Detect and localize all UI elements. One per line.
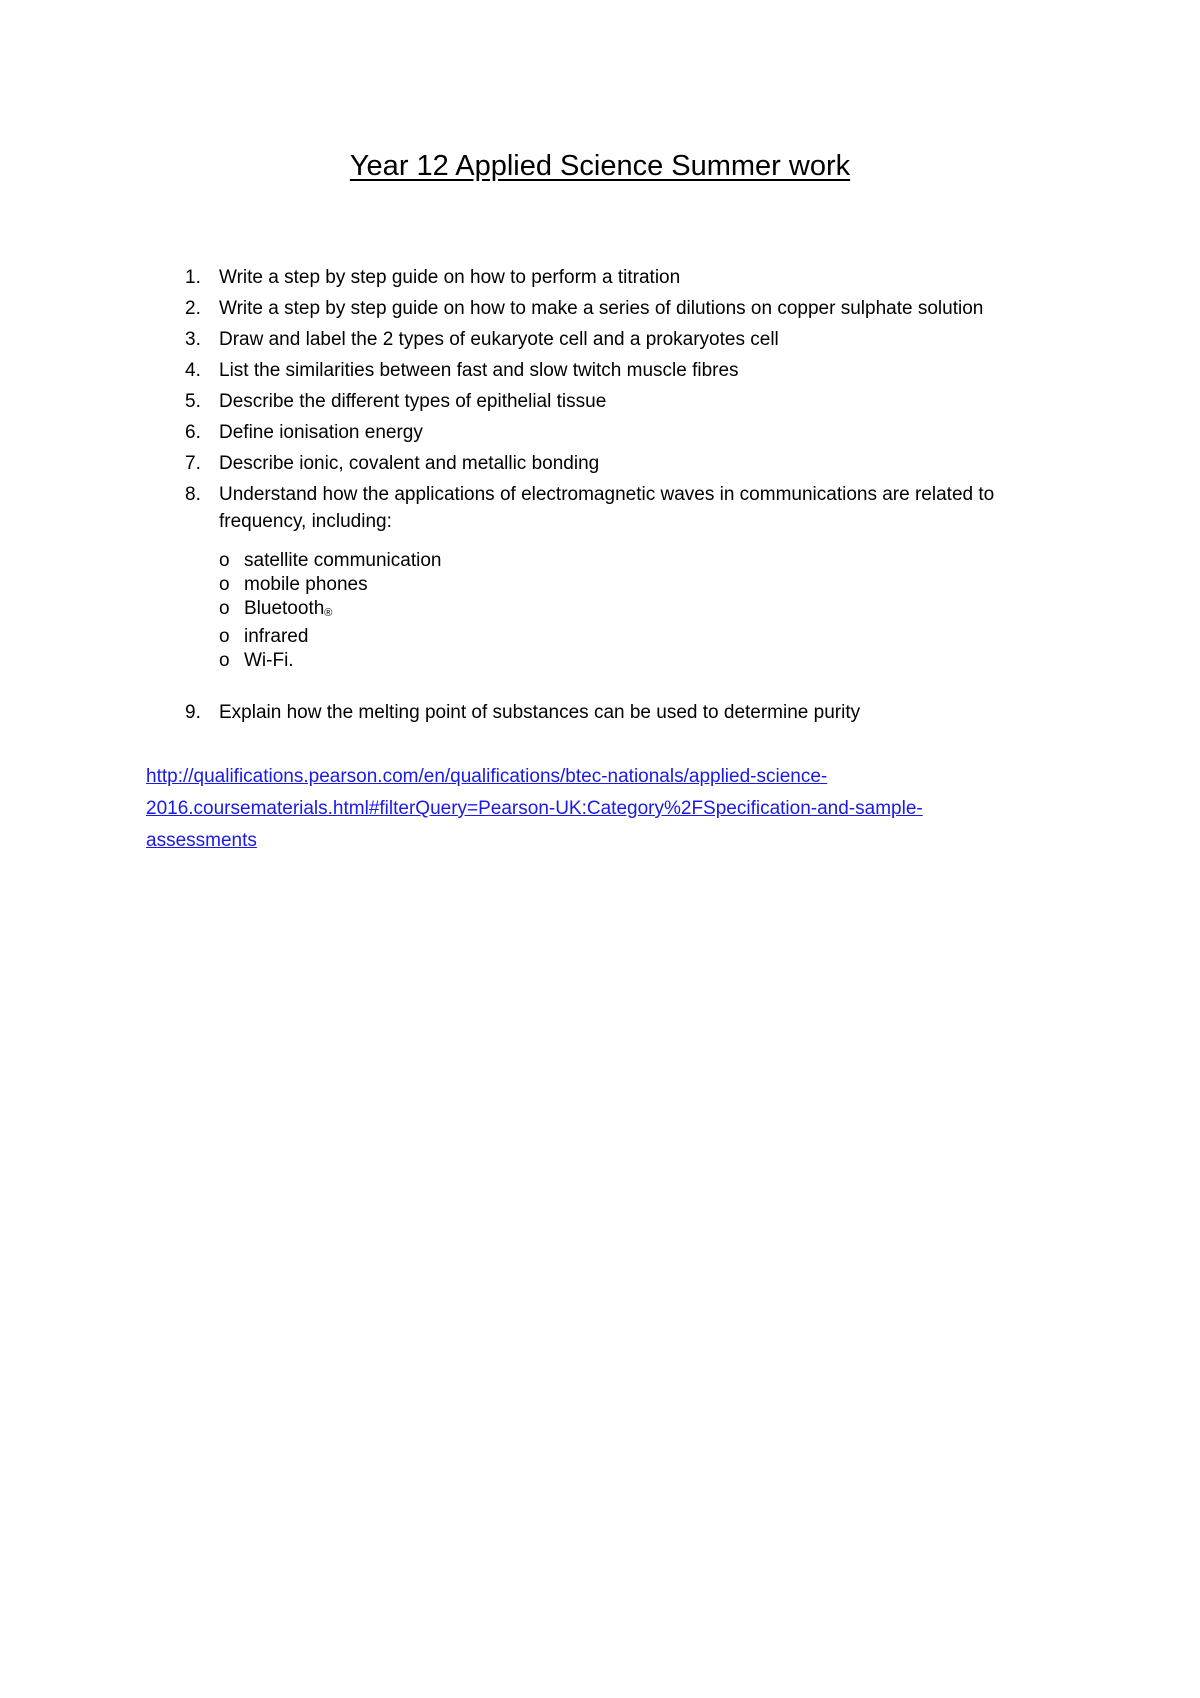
task-list bbox=[160, 264, 1060, 730]
task-text: Write a step by step guide on how to perform a titration bbox=[219, 267, 681, 288]
task-item bbox=[160, 450, 1060, 477]
link-line-1[interactable]: http://qualifications.pearson.com/en/qualifications/btec-nationals/applied-science- bbox=[146, 766, 828, 787]
sub-list-item bbox=[219, 625, 1060, 649]
task-text: Describe the different types of epithelial tissue bbox=[219, 391, 607, 412]
link-line-2[interactable]: 2016.coursematerials.html#filterQuery=Pearson-UK:Category%2FSpecification-and-sample- bbox=[146, 798, 923, 819]
sub-list-item bbox=[219, 549, 1060, 573]
sub-item-text: Wi-Fi. bbox=[244, 650, 294, 671]
task-text: Describe ionic, covalent and metallic bonding bbox=[219, 453, 600, 474]
task-item bbox=[160, 388, 1060, 415]
task-item bbox=[160, 419, 1060, 446]
sub-list-item bbox=[219, 597, 1060, 625]
sub-item-text: mobile phones bbox=[244, 574, 368, 595]
task-item bbox=[160, 699, 1060, 726]
task-number: 3. bbox=[185, 329, 201, 350]
pearson-specification-link[interactable] bbox=[146, 761, 1006, 857]
task-item bbox=[160, 264, 1060, 291]
registered-mark: ® bbox=[324, 607, 333, 619]
bullet-icon: o bbox=[219, 550, 230, 571]
task-text: Draw and label the 2 types of eukaryote cell and a prokaryotes cell bbox=[219, 329, 779, 350]
document-title: Year 12 Applied Science Summer work bbox=[349, 150, 851, 182]
bullet-icon: o bbox=[219, 574, 230, 595]
sub-list-item bbox=[219, 649, 1060, 673]
task-number: 4. bbox=[185, 360, 201, 381]
task-item bbox=[160, 326, 1060, 353]
link-line-3[interactable]: assessments bbox=[146, 830, 257, 851]
sub-item-text: Bluetooth bbox=[244, 598, 325, 619]
task-text: Explain how the melting point of substances can be used to determine purity bbox=[219, 702, 861, 723]
task-text: Define ionisation energy bbox=[219, 422, 423, 443]
task-item bbox=[160, 357, 1060, 384]
sub-item-text: satellite communication bbox=[244, 550, 442, 571]
task-item bbox=[160, 481, 1060, 673]
task-number: 1. bbox=[185, 267, 201, 288]
bullet-icon: o bbox=[219, 650, 230, 671]
sub-list-item bbox=[219, 573, 1060, 597]
task-number: 8. bbox=[185, 484, 201, 505]
bullet-icon: o bbox=[219, 626, 230, 647]
bullet-icon: o bbox=[219, 598, 230, 619]
sub-list bbox=[219, 549, 1060, 673]
task-number: 7. bbox=[185, 453, 201, 474]
task-number: 6. bbox=[185, 422, 201, 443]
task-number: 5. bbox=[185, 391, 201, 412]
task-text: Write a step by step guide on how to make a series of dilutions on copper sulphate solution bbox=[219, 298, 984, 319]
task-item bbox=[160, 295, 1060, 322]
task-number: 2. bbox=[185, 298, 201, 319]
task-number: 9. bbox=[185, 702, 201, 723]
task-text: Understand how the applications of electromagnetic waves in communications are related to frequency, including: bbox=[219, 484, 995, 532]
sub-item-text: infrared bbox=[244, 626, 309, 647]
task-text: List the similarities between fast and slow twitch muscle fibres bbox=[219, 360, 739, 381]
